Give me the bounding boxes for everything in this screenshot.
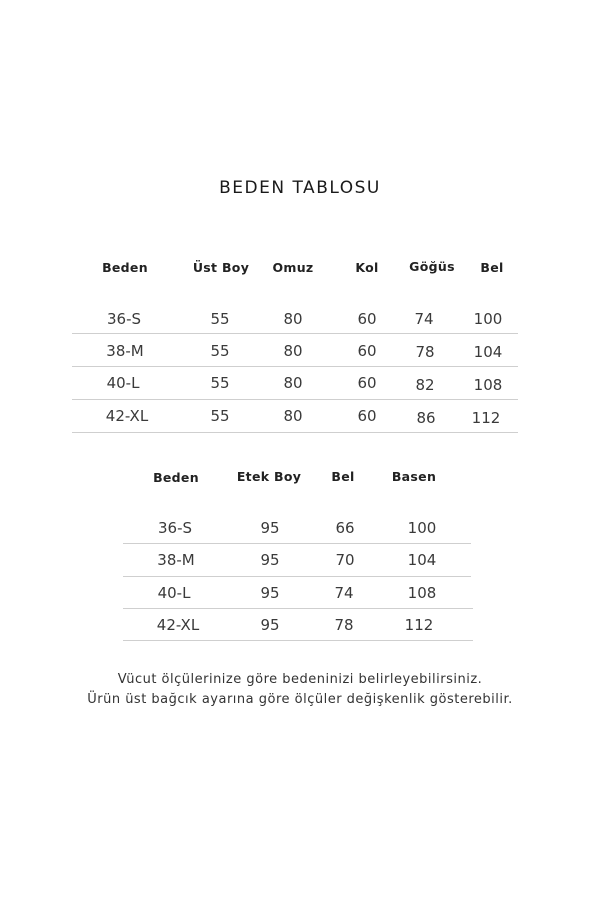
table-header-kol: Kol [355,260,379,275]
table-cell: 100 [407,519,437,537]
table-cell: 104 [407,551,437,569]
table-header-etek-boy: Etek Boy [236,469,302,484]
table-cell: 55 [210,310,230,328]
table-cell: 108 [407,584,437,602]
table-cell: 86 [416,409,436,427]
row-divider [123,543,471,544]
table-header-ust-boy: Üst Boy [192,260,250,275]
table-cell: 78 [334,616,354,634]
table-cell: 80 [283,310,303,328]
table-cell: 42-XL [156,616,200,634]
table-cell: 104 [473,343,503,361]
row-divider [72,432,518,433]
table-cell: 100 [473,310,503,328]
table-cell: 80 [283,342,303,360]
table-cell: 95 [260,584,280,602]
table-header-beden: Beden [102,260,148,275]
table-header-omuz: Omuz [272,260,314,275]
table-cell: 74 [334,584,354,602]
table-cell: 38-M [106,342,144,360]
table-header-bel: Bel [331,469,355,484]
note-line-1: Vücut ölçülerinize göre bedeninizi belirleyebilirsiniz. [117,672,483,687]
table-cell: 38-M [157,551,195,569]
table-header-basen: Basen [391,469,437,484]
table-cell: 82 [415,376,435,394]
row-divider [123,640,473,641]
table-cell: 40-L [157,584,191,602]
note-line-2: Ürün üst bağcık ayarına göre ölçüler değişkenlik gösterebilir. [87,692,513,707]
table-cell: 55 [210,407,230,425]
table-cell: 60 [357,310,377,328]
table-cell: 55 [210,342,230,360]
table-cell: 36-S [157,519,193,537]
table-cell: 40-L [106,374,140,392]
table-cell: 60 [357,342,377,360]
table-cell: 108 [473,376,503,394]
table-cell: 95 [260,616,280,634]
table-header-gogus: Göğüs [409,259,455,274]
row-divider [123,608,473,609]
table-cell: 36-S [106,310,142,328]
table-cell: 60 [357,374,377,392]
table-cell: 74 [414,310,434,328]
table-cell: 60 [357,407,377,425]
row-divider [72,366,518,367]
table-cell: 80 [283,374,303,392]
table-cell: 42-XL [105,407,149,425]
table-cell: 95 [260,519,280,537]
table-cell: 66 [335,519,355,537]
page-title: BEDEN TABLOSU [219,178,381,198]
row-divider [72,333,518,334]
table-cell: 95 [260,551,280,569]
table-cell: 112 [404,616,434,634]
table-cell: 55 [210,374,230,392]
row-divider [72,399,518,400]
table-header-beden: Beden [153,470,199,485]
row-divider [123,576,471,577]
table-cell: 80 [283,407,303,425]
table-cell: 70 [335,551,355,569]
table-header-bel: Bel [480,260,504,275]
table-cell: 112 [471,409,501,427]
table-cell: 78 [415,343,435,361]
